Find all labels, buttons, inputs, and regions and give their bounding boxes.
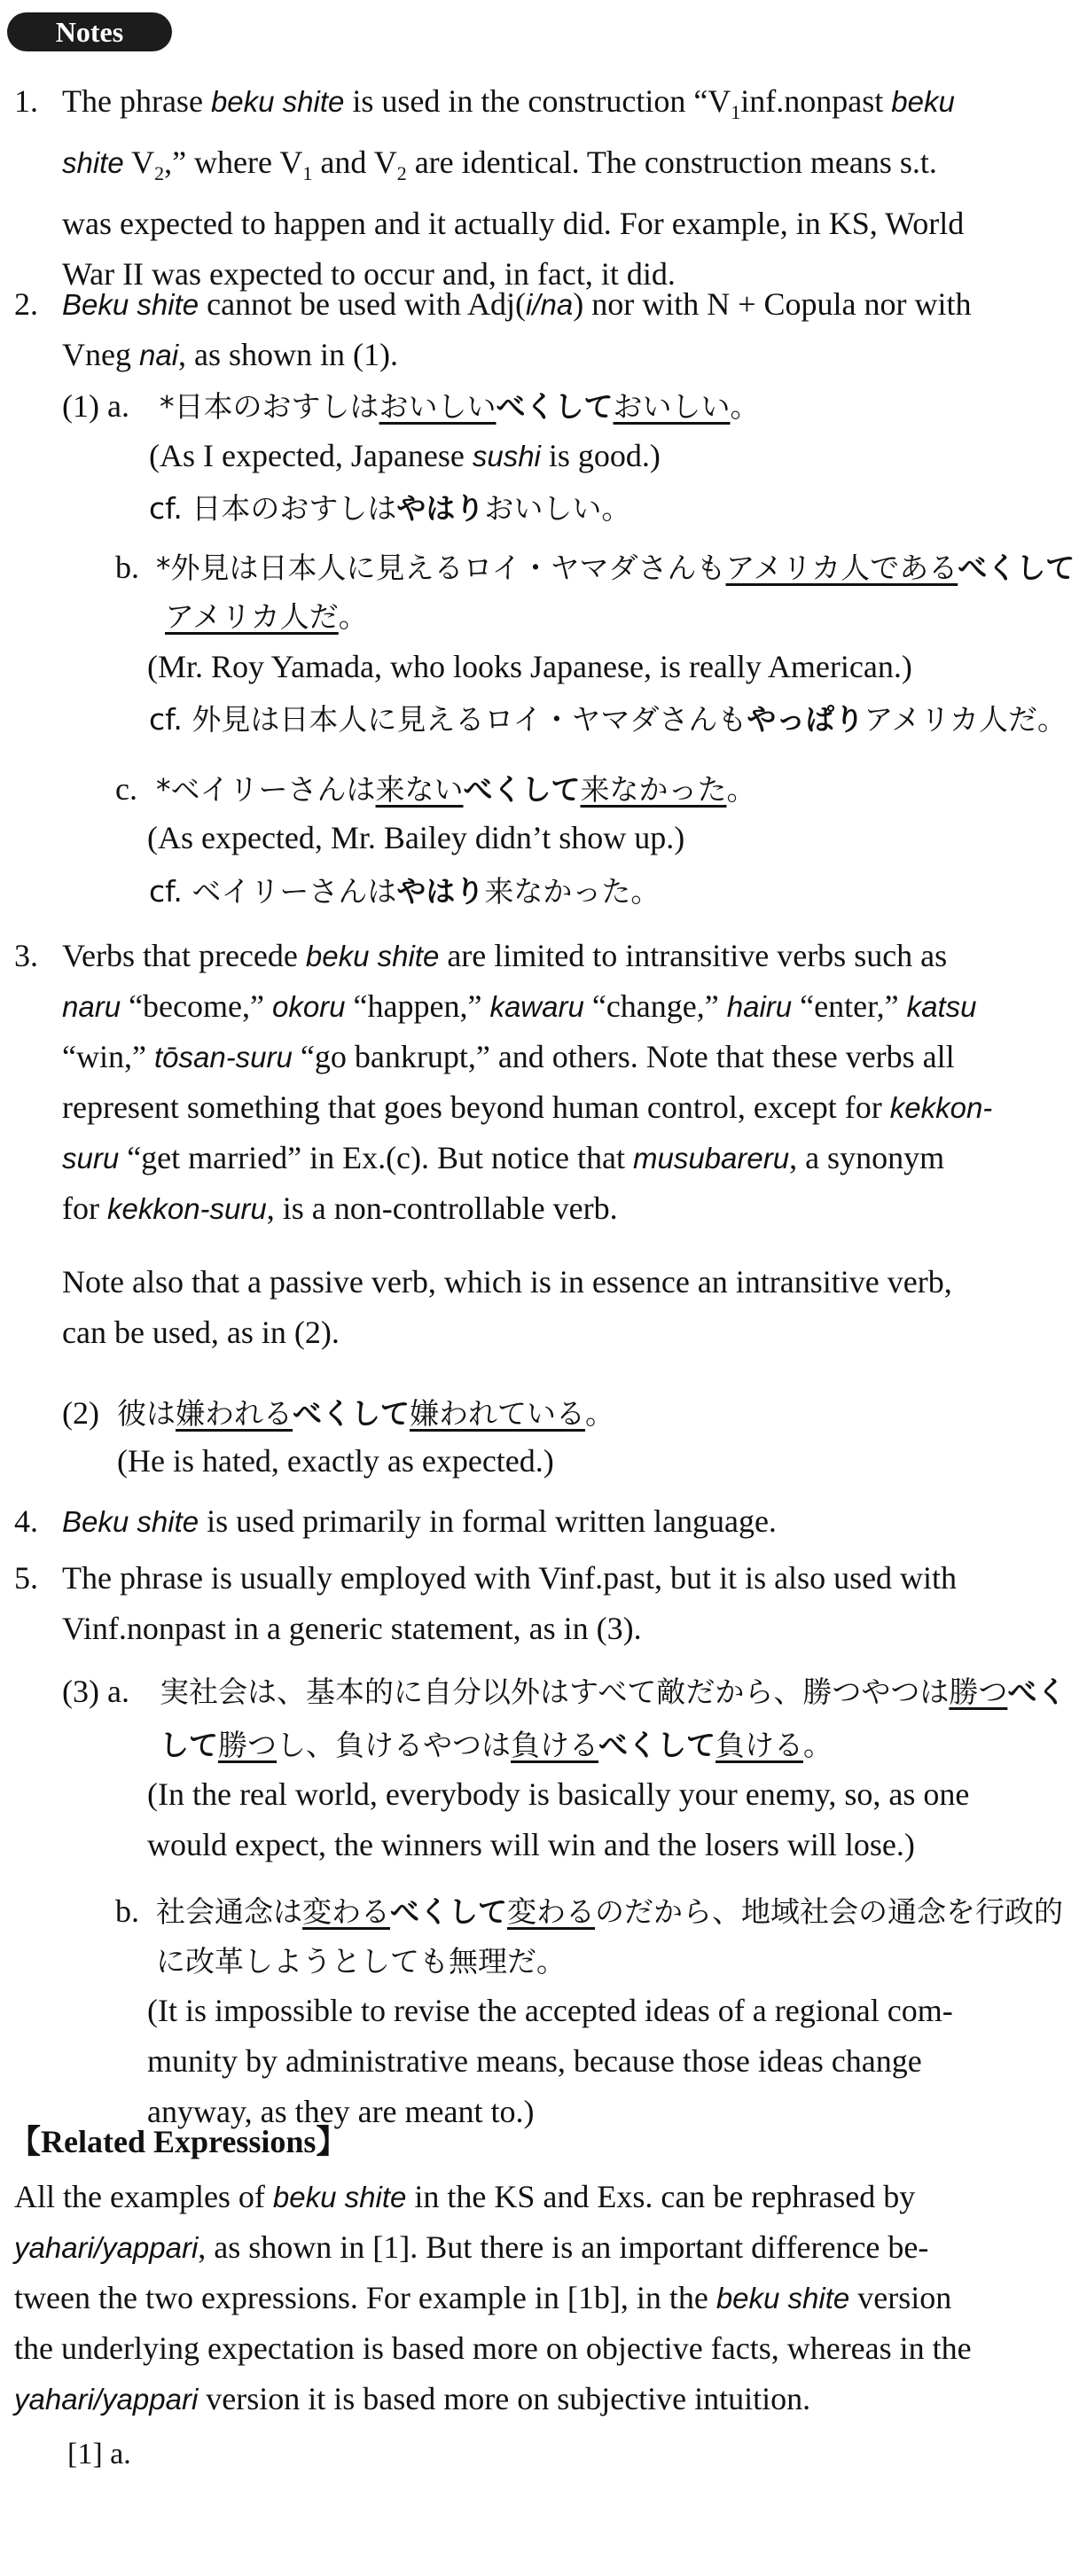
example-1a-cf — [149, 483, 630, 534]
text: , as shown in [1]. But there is an important difference be- — [198, 2229, 929, 2265]
text: cf. 外見は日本人に見えるロイ・ヤマダさんも — [149, 702, 747, 737]
term: Beku shite — [62, 1505, 199, 1538]
text: “go bankrupt,” and others. Note that these verbs all — [292, 1039, 955, 1074]
text: し、負けるやつは — [277, 1728, 511, 1762]
text: The phrase — [62, 83, 211, 119]
term: suru — [62, 1142, 120, 1175]
text: “win,” — [62, 1039, 154, 1074]
text: *ベイリーさんは — [156, 772, 376, 807]
example-3a-japanese-line-2 — [160, 1720, 833, 1770]
note-1-number: 1. — [14, 83, 38, 119]
emphasis: べくして — [390, 1894, 507, 1929]
text: “happen,” — [345, 988, 490, 1024]
text: に改革しようとしても無理だ。 — [156, 1944, 566, 1979]
text: tween the two expressions. For example in [1b], in the — [14, 2280, 716, 2315]
related-line-5 — [14, 2374, 1078, 2424]
text: 。 — [726, 772, 756, 807]
text: “change,” — [583, 988, 727, 1024]
text: 。 — [585, 1396, 614, 1431]
text: version — [849, 2280, 952, 2315]
term: beku — [891, 85, 955, 118]
emphasis: べくして — [958, 550, 1075, 585]
note-2-number: 2. — [14, 286, 38, 322]
text: V — [123, 144, 155, 181]
text: “enter,” — [792, 988, 907, 1024]
text: is good.) — [540, 438, 661, 473]
text: *日本のおすしは — [160, 389, 379, 424]
text: 実社会は、基本的に自分以外はすべて敵だから、勝つやつは — [160, 1674, 950, 1709]
notes-badge: Notes — [7, 12, 172, 51]
term: sushi — [472, 440, 541, 472]
example-3b-label: b. — [115, 1893, 139, 1929]
text: ,” where V — [164, 144, 303, 181]
note-3-text — [62, 931, 1073, 1234]
related-line-1 — [14, 2172, 1078, 2222]
underlined: 嫌われる — [176, 1396, 293, 1431]
example-1c-japanese — [156, 764, 756, 815]
example-1a-label: (1) a. — [62, 388, 129, 424]
example-1a-english — [149, 431, 661, 481]
term: kekkon-suru — [106, 1192, 267, 1225]
text: 。 — [730, 389, 760, 424]
subscript: 2 — [154, 162, 165, 185]
term: kekkon- — [889, 1091, 993, 1124]
example-2-english: (He is hated, exactly as expected.) — [117, 1443, 554, 1479]
related-line-3 — [14, 2273, 1078, 2323]
example-3b-japanese-line-1 — [156, 1886, 1063, 1937]
emphasis: やっぱり — [747, 702, 864, 737]
emphasis: べく — [1007, 1674, 1067, 1709]
text: 彼は — [117, 1396, 176, 1431]
text: *外見は日本人に見えるロイ・ヤマダさんも — [156, 550, 726, 585]
example-1b-cf — [149, 694, 1067, 745]
example-1a-japanese — [160, 381, 760, 432]
underlined: 来なかった — [580, 772, 727, 807]
note-4-text — [62, 1496, 777, 1547]
example-1b-japanese-line-2 — [165, 591, 368, 642]
note-2-line-1 — [62, 279, 1073, 330]
term: kawaru — [489, 990, 584, 1023]
example-1b-japanese-line-1 — [156, 543, 1075, 593]
note-1-text — [62, 76, 1073, 300]
underlined: 負ける — [716, 1728, 803, 1762]
term: naru — [62, 990, 121, 1023]
emphasis: べくして — [463, 772, 581, 807]
note-3-number: 3. — [14, 938, 38, 973]
subscript: 1 — [302, 162, 313, 185]
text: is used in the construction “V — [344, 83, 731, 119]
emphasis: べくして — [293, 1396, 410, 1431]
text: ) nor with N + Copula nor with — [573, 286, 972, 322]
example-1c-english: (As expected, Mr. Bailey didn’t show up.) — [147, 820, 685, 855]
note-3-line-6 — [62, 1183, 1073, 1234]
term: beku shite — [716, 2282, 850, 2314]
text: 社会通念は — [156, 1894, 302, 1929]
note-3-line-1 — [62, 931, 1073, 981]
text: for — [62, 1190, 107, 1226]
text: Verbs that precede — [62, 938, 306, 973]
term: shite — [62, 146, 124, 180]
text: cf. ベイリーさんは — [149, 874, 397, 909]
underlined: 変わる — [507, 1894, 595, 1929]
emphasis: べくして — [496, 389, 614, 424]
note-1-line-1 — [62, 76, 1073, 137]
text: おいしい。 — [484, 491, 631, 526]
text: のだから、地域社会の通念を行政的 — [595, 1894, 1063, 1929]
text: , is a non-controllable verb. — [266, 1190, 618, 1226]
related-line-4: the underlying expectation is based more on objective facts, whereas in the — [14, 2330, 972, 2366]
text: version it is based more on subjective intuition. — [198, 2381, 811, 2416]
text: “get married” in Ex.(c). But notice that — [119, 1140, 633, 1175]
note-1-line-4: War II was expected to occur and, in fact, it did. — [62, 256, 676, 293]
note-3-line-3 — [62, 1032, 1073, 1082]
term: hairu — [726, 990, 793, 1023]
term: tōsan-suru — [153, 1041, 293, 1073]
text: are identical. The construction means s.t. — [406, 144, 937, 181]
example-1b-english: (Mr. Roy Yamada, who looks Japanese, is really American.) — [147, 649, 912, 684]
note-1-line-3: was expected to happen and it actually did. For example, in KS, World — [62, 206, 965, 242]
example-3a-english-line-1: (In the real world, everybody is basically your enemy, so, as one — [147, 1776, 970, 1812]
underlined: 変わる — [302, 1894, 390, 1929]
example-2-japanese — [117, 1388, 614, 1439]
text: cf. 日本のおすしは — [149, 491, 397, 526]
underlined: 勝つ — [218, 1728, 277, 1762]
text: 。 — [338, 599, 368, 634]
term: katsu — [906, 990, 977, 1023]
text: , as shown in (1). — [178, 337, 399, 372]
underlined: アメリカ人である — [725, 550, 958, 585]
emphasis: して — [160, 1728, 218, 1762]
text: Vneg — [62, 337, 139, 372]
example-3a-label: (3) a. — [62, 1674, 129, 1709]
term: yahari/yappari — [14, 2383, 199, 2416]
underlined: 嫌われている — [410, 1396, 585, 1431]
note-5-line-1: The phrase is usually employed with Vinf.past, but it is also used with — [62, 1560, 958, 1596]
text: , a synonym — [789, 1140, 945, 1175]
text: in the KS and Exs. can be rephrased by — [406, 2179, 916, 2214]
term: Beku shite — [62, 288, 199, 321]
related-expressions-heading: 【Related Expressions】 — [9, 2124, 348, 2159]
text: 来なかった。 — [484, 874, 661, 909]
example-3a-english-line-2: would expect, the winners will win and the losers will lose.) — [147, 1827, 915, 1862]
note-3-line-2 — [62, 981, 1073, 1032]
text: 。 — [803, 1728, 833, 1762]
note-3-paragraph-2 — [62, 1257, 1073, 1358]
underlined: おいしい — [613, 389, 731, 424]
example-3b-english-line-1: (It is impossible to revise the accepted ideas of a regional com- — [147, 1993, 953, 2028]
text: アメリカ人だ。 — [864, 702, 1067, 737]
underlined: 勝つ — [949, 1674, 1008, 1709]
text: (As I expected, Japanese — [149, 438, 473, 473]
subscript: 2 — [396, 162, 407, 185]
example-3b-english — [147, 1986, 1078, 2137]
note-5-line-2: Vinf.nonpast in a generic statement, as in (3). — [62, 1611, 642, 1646]
term: beku shite — [210, 85, 345, 118]
example-2-label: (2) — [62, 1395, 99, 1431]
text: “become,” — [121, 988, 272, 1024]
subscript: 1 — [731, 101, 741, 124]
note-5-text — [62, 1553, 1073, 1654]
text: All the examples of — [14, 2179, 273, 2214]
emphasis: べくして — [598, 1728, 716, 1762]
example-1c-label: c. — [115, 771, 137, 807]
example-3b-japanese-line-2 — [156, 1936, 566, 1987]
example-3b-english-line-2: munity by administrative means, because those ideas change — [147, 2043, 922, 2079]
text: cannot be used with Adj( — [199, 286, 527, 322]
text: represent something that goes beyond human control, except for — [62, 1089, 890, 1125]
term: okoru — [271, 990, 346, 1023]
related-line-2 — [14, 2222, 1078, 2273]
note-3-paragraph-2-line-2: can be used, as in (2). — [62, 1315, 340, 1350]
note-1-line-2 — [62, 137, 1073, 199]
note-4-number: 4. — [14, 1503, 38, 1539]
note-3-paragraph-2-line-1: Note also that a passive verb, which is in essence an intransitive verb, — [62, 1264, 952, 1300]
term: beku shite — [305, 940, 440, 972]
related-example-1a-label: [1] a. — [67, 2438, 131, 2471]
note-2-line-2 — [62, 330, 1073, 380]
example-1b-label: b. — [115, 550, 139, 585]
underlined: アメリカ人だ — [165, 599, 339, 634]
related-expressions-text — [14, 2172, 1078, 2424]
example-3a-english — [147, 1769, 1078, 1870]
text: are limited to intransitive verbs such as — [439, 938, 948, 973]
text: inf.nonpast — [740, 83, 892, 119]
note-5-number: 5. — [14, 1560, 38, 1596]
example-3a-japanese-line-1 — [160, 1667, 1066, 1717]
note-2-text — [62, 279, 1073, 380]
term: i/na — [526, 288, 574, 321]
example-1c-cf — [149, 866, 660, 917]
emphasis: やはり — [396, 874, 485, 909]
term: musubareru — [632, 1142, 790, 1175]
text: and V — [312, 144, 397, 181]
emphasis: やはり — [396, 491, 485, 526]
term: yahari/yappari — [14, 2231, 199, 2264]
term: nai — [138, 339, 179, 371]
note-3-line-4 — [62, 1082, 1073, 1133]
term: beku shite — [272, 2181, 407, 2213]
example-3b-english-line-3: anyway, as they are meant to.) — [147, 2094, 535, 2129]
underlined: 来ない — [375, 772, 464, 807]
underlined: おいしい — [379, 389, 497, 424]
note-3-line-5 — [62, 1133, 1073, 1183]
underlined: 負ける — [511, 1728, 598, 1762]
text: is used primarily in formal written language. — [199, 1503, 777, 1539]
